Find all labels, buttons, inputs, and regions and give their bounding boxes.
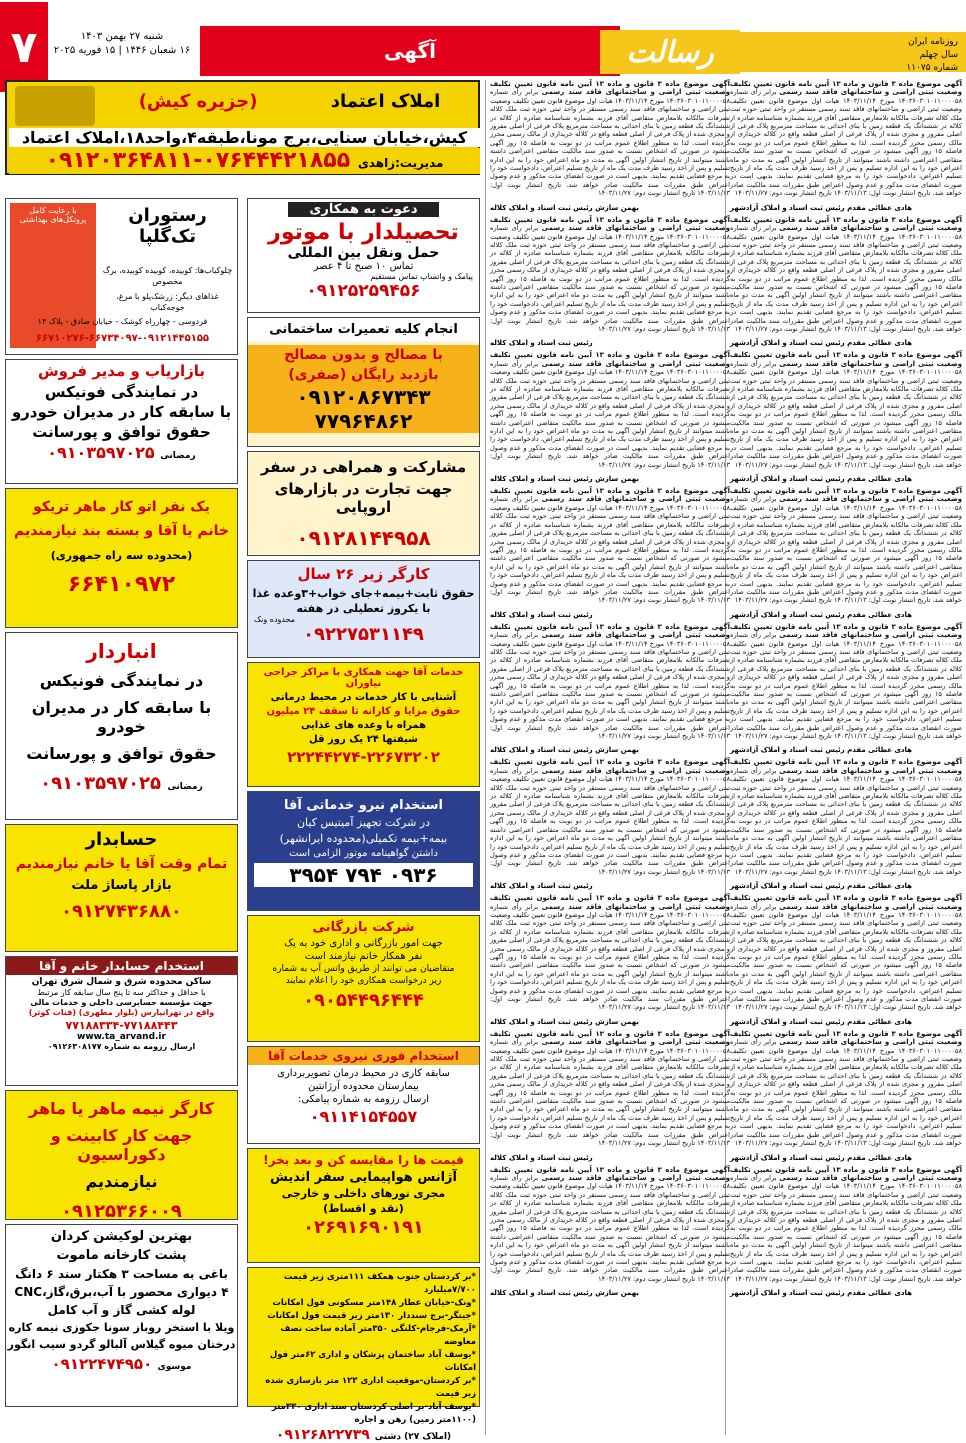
warehouse-line3: حقوق توافق و پورسانت: [26, 744, 217, 763]
notice-heading: آگهی موضوع ماده ۳ قانون و ماده ۱۳ آیین نامه قانون تعیین تکلیف وضعیت ثبتی اراضی و ساختمانهای فاقد سند رسمی: [490, 1165, 730, 1182]
top-ad-address: کیش،خیابان سنایی،برج مونا،طبقه۴،واحد۱۸،املاک اعتماد: [9, 128, 480, 147]
restaurant-line2: غذاهای دیگر: زرشک‌پلو با مرغ، جوجه‌کباب: [116, 292, 219, 312]
paper-name: روزنامه ایران: [908, 37, 958, 47]
garden-line3: ۴ دیواری محصور با آب،برق،گاز،CNC: [14, 1285, 229, 1299]
service-staff-line1: در شرکت تجهیز آمیتیس کیان: [296, 816, 431, 829]
marketer-title: بازاریاب و مدیر فروش: [37, 362, 206, 380]
notice-heading: آگهی موضوع ماده ۳ قانون و ماده ۱۳ آیین نامه قانون تعیین تکلیف وضعیت ثبتی اراضی و ساختمانهای فاقد سند رسمی: [490, 80, 730, 97]
restaurant-ad: [5, 198, 238, 355]
accountant-hire-title: استخدام حسابدار خانم و آقا: [6, 957, 237, 975]
surgery-line3: همراه با وعده های غذایی: [300, 720, 427, 731]
top-ad-phone-row: [9, 148, 480, 174]
tricot-ad: [5, 488, 238, 628]
repair-phone2: ۷۷۹۶۴۸۶۲: [248, 409, 479, 433]
cooperation-role: تحصیلدار با موتور: [268, 220, 459, 245]
urgent-line3: ارسال رزومه به شماره پیامکی:: [297, 1094, 430, 1105]
listing-phone: ۰۹۱۲۶۸۲۲۷۳۹: [275, 1427, 370, 1443]
notice-item: [730, 1030, 962, 1148]
restaurant-badge: با رعایت کامل پروتکل‌های بهداشتی: [10, 203, 96, 348]
restaurant-title: رستوران تک‌گلپا: [128, 205, 207, 247]
warehouse-name: رمضانی: [167, 782, 203, 792]
trading-line3: متقاضیان می توانند از طریق واتس آپ به شماره: [272, 964, 455, 974]
surgery-line2: حقوق مزایا و کارانه تا سقف ۲۴ میلیون: [266, 706, 461, 717]
service-staff-line2: بیمه+بیمه تکمیلی(محدوده ایرانشهر): [279, 832, 448, 845]
tricot-title: یک نفر اتو کار ماهر تریکو: [33, 499, 210, 515]
service-staff-ad: [247, 791, 480, 911]
marketer-ad: [5, 359, 238, 484]
marketer-line3: حقوق توافق و پورسانت: [32, 423, 211, 441]
notice-signer: رئیس ثبت اسناد و املاک کلاله: [490, 1153, 593, 1162]
notice-item: [490, 1166, 730, 1284]
repair-line2: بازدید رایگان (صفری): [248, 365, 479, 385]
notice-item: [490, 1030, 730, 1148]
notice-item: [490, 216, 730, 334]
marketer-name: رمضانی: [160, 451, 196, 461]
listing-item-6: *بر کردستان-موقعیت اداری ۱۲۳ متر بازسازی شده زیر قیمت: [265, 1376, 476, 1399]
listing-agency: (املاک ۲۷) دشتی: [374, 1432, 452, 1442]
trading-line2: نفر همکار خانم نیازمند است: [304, 951, 423, 962]
urgent-hire-ad: [247, 1046, 480, 1144]
marketer-phone: ۰۹۱۰۳۵۹۷۰۲۵: [47, 443, 155, 462]
worker26-line1: حقوق ثابت+بیمه+جای خواب+۳وعده غذا: [252, 587, 475, 600]
issue-label: شماره ۱۱۰۷۵: [906, 63, 958, 73]
notice-dates: تاریخ انتشار نوبت اول: ۱۴۰۳/۱۱/۱۳ تاریخ انتشار نوبت دوم: ۱۴۰۳/۱۱/۲۷: [734, 1139, 931, 1148]
notice-item: [490, 623, 730, 741]
service-staff-phone: ۰۹۳۶ ۷۹۴ ۳۹۵۴: [254, 863, 473, 887]
accountant-hire-ad: [5, 956, 238, 1086]
tricot-line1: خانم یا آقا و بسته بند نیازمندیم: [13, 523, 230, 539]
notice-body: برابر رأی شماره ۱۴۰۳۶۰۳۰۱۰۱۱۰۰۰۰۵۸ مورخ ۱۴۰۳/۱۱/۱۴ هیات اول موضوع قانون تعیین تکلیف وضعیت ثبتی اراضی و ساختمانهای فاقد سند رسمی مستقر در واحد ثبتی حوزه ثبت ملک کلاله تصرفات مالکانه بلامعارض متقاضی آقای فرزند بشماره شناسنامه صادره از کلاله در ششدانگ یک قطعه زمین با بنای احداثی به مساحت مترمربع پلاک فرعی از اصلی مفروز و مجزی شده از پلاک فرعی از اصلی قطعه واقع در کلاله خریداری از مالک رسمی محرز گردیده است. لذا به منظور اطلاع عموم مراتب در دو نوبت به فاصله ۱۵ روز آگهی میشود در صورتی که اشخاص نسبت به صدور سند مالکیت متقاضی اعتراضی داشته باشند میتوانند از تاریخ انتشار اولین آگهی به مدت دو ماه اعتراض خود را به این اداره تسلیم و پس از اخذ رسید ظرف مدت یک ماه از تاریخ تسلیم اعتراض، دادخواست خود را به مرجع قضایی تقدیم نمایند. بدیهی است در صورت انقضای مدت مذکور و عدم وصول اعتراض طبق مقررات سند مالکیت صادر خواهد شد.: [730, 631, 962, 741]
listing-item-4: *آرمک-فرجام-کلنگی ۳۵۰متر آماده ساخت نصف معاوضه: [280, 1324, 476, 1347]
restaurant-line1: چلوکباب‌ها: کوبیده، کوبیده کوبیده، برگ مخصوص: [102, 266, 233, 286]
notice-dates: تاریخ انتشار نوبت اول: ۱۴۰۳/۱۱/۱۳ تاریخ انتشار نوبت دوم: ۱۴۰۳/۱۱/۲۷: [734, 324, 931, 333]
service-staff-line3: داشتن گواهینامه موتور الزامی است: [289, 848, 438, 859]
cooperation-hours: تماس ۱۰ صبح تا ۴ عصر: [313, 261, 414, 272]
notice-signer: بهمن سازش رئیس ثبت اسناد و املاک کلاله: [490, 1017, 639, 1026]
cabinet-line1: جهت کار کابینت و دکوراسیون: [50, 1126, 193, 1164]
garden-line1: پشت کارخانه ماموت: [56, 1248, 187, 1263]
notice-signer: هادی عطائی مقدم رئیس ثبت اسناد و املاک آزادشهر: [730, 746, 912, 755]
notice-body: برابر رأی شماره ۱۴۰۳۶۰۳۰۱۰۱۱۰۰۰۰۵۸ مورخ ۱۴۰۳/۱۱/۱۴ هیات اول موضوع قانون تعیین تکلیف وضعیت ثبتی اراضی و ساختمانهای فاقد سند رسمی مستقر در واحد ثبتی حوزه ثبت ملک کلاله تصرفات مالکانه بلامعارض متقاضی آقای فرزند بشماره شناسنامه صادره از کلاله در ششدانگ یک قطعه زمین با بنای احداثی به مساحت مترمربع پلاک فرعی از اصلی مفروز و مجزی شده از پلاک فرعی از اصلی قطعه واقع در کلاله خریداری از مالک رسمی محرز گردیده است. لذا به منظور اطلاع عموم مراتب در دو نوبت به فاصله ۱۵ روز آگهی میشود در صورتی که اشخاص نسبت به صدور سند مالکیت متقاضی اعتراضی داشته باشند میتوانند از تاریخ انتشار اولین آگهی به مدت دو ماه اعتراض خود را به این اداره تسلیم و پس از اخذ رسید ظرف مدت یک ماه از تاریخ تسلیم اعتراض، دادخواست خود را به مرجع قضایی تقدیم نمایند. بدیهی است در صورت انقضای مدت مذکور و عدم وصول اعتراض طبق مقررات سند مالکیت صادر خواهد شد.: [730, 902, 962, 1012]
notice-dates: تاریخ انتشار نوبت اول: ۱۴۰۳/۱۱/۱۳ تاریخ انتشار نوبت دوم: ۱۴۰۳/۱۱/۲۷: [734, 460, 931, 469]
notice-signer: بهمن سازش رئیس ثبت اسناد و املاک کلاله: [490, 475, 639, 484]
notice-heading: آگهی موضوع ماده ۳ قانون و ماده ۱۳ آیین نامه قانون تعیین تکلیف وضعیت ثبتی اراضی و ساختمانهای فاقد سند رسمی: [730, 351, 962, 368]
realestate-list-ad: [247, 1267, 480, 1443]
cabinet-line2: نیازمندیم: [85, 1172, 158, 1191]
tricot-area: (محدوده سه راه جمهوری): [50, 549, 193, 562]
accountant-line2: بازار پاساژ ملت: [71, 878, 172, 893]
notice-body: برابر رأی شماره ۱۴۰۳۶۰۳۰۱۰۱۱۰۰۰۰۵۸ مورخ ۱۴۰۳/۱۱/۱۴ هیات اول موضوع قانون تعیین تکلیف وضعیت ثبتی اراضی و ساختمانهای فاقد سند رسمی مستقر در واحد ثبتی حوزه ثبت ملک کلاله تصرفات مالکانه بلامعارض متقاضی آقای فرزند بشماره شناسنامه صادره از کلاله در ششدانگ یک قطعه زمین با بنای احداثی به مساحت مترمربع پلاک فرعی از اصلی مفروز و مجزی شده از پلاک فرعی از اصلی قطعه واقع در کلاله خریداری از مالک رسمی محرز گردیده است. لذا به منظور اطلاع عموم مراتب در دو نوبت به فاصله ۱۵ روز آگهی میشود در صورتی که اشخاص نسبت به صدور سند مالکیت متقاضی اعتراضی داشته باشند میتوانند از تاریخ انتشار اولین آگهی به مدت دو ماه اعتراض خود را به این اداره تسلیم و پس از اخذ رسید ظرف مدت یک ماه از تاریخ تسلیم اعتراض، دادخواست خود را به مرجع قضایی تقدیم نمایند. بدیهی است در صورت انقضای مدت مذکور و عدم وصول اعتراض طبق مقررات سند مالکیت صادر خواهد شد.: [490, 1038, 731, 1139]
warehouse-phone-row: [6, 773, 237, 794]
notice-item: [730, 80, 962, 198]
notice-signer: هادی عطائی مقدم رئیس ثبت اسناد و املاک آزادشهر: [730, 1017, 912, 1026]
travel-line2: مجری تورهای داخلی و خارجی: [281, 1187, 446, 1200]
notice-dates: تاریخ انتشار نوبت اول: ۱۴۰۳/۱۱/۱۳ تاریخ انتشار نوبت دوم: ۱۴۰۳/۱۱/۲۷: [734, 867, 931, 876]
notice-item: [490, 487, 730, 605]
notice-body: برابر رأی شماره ۱۴۰۳۶۰۳۰۱۰۱۱۰۰۰۰۵۸ مورخ ۱۴۰۳/۱۱/۱۴ هیات اول موضوع قانون تعیین تکلیف وضعیت ثبتی اراضی و ساختمانهای فاقد سند رسمی مستقر در واحد ثبتی حوزه ثبت ملک کلاله تصرفات مالکانه بلامعارض متقاضی آقای فرزند بشماره شناسنامه صادره از کلاله در ششدانگ یک قطعه زمین با بنای احداثی به مساحت مترمربع پلاک فرعی از اصلی مفروز و مجزی شده از پلاک فرعی از اصلی قطعه واقع در کلاله خریداری از مالک رسمی محرز گردیده است. لذا به منظور اطلاع عموم مراتب در دو نوبت به فاصله ۱۵ روز آگهی میشود در صورتی که اشخاص نسبت به صدور سند مالکیت متقاضی اعتراضی داشته باشند میتوانند از تاریخ انتشار اولین آگهی به مدت دو ماه اعتراض خود را به این اداره تسلیم و پس از اخذ رسید ظرف مدت یک ماه از تاریخ تسلیم اعتراض، دادخواست خود را به مرجع قضایی تقدیم نمایند. بدیهی است در صورت انقضای مدت مذکور و عدم وصول اعتراض طبق مقررات سند مالکیت صادر خواهد شد.: [490, 495, 731, 596]
worker26-ad: [247, 560, 480, 658]
notice-heading: آگهی موضوع ماده ۳ قانون و ماده ۱۳ آیین نامه قانون تعیین تکلیف وضعیت ثبتی اراضی و ساختمانهای فاقد سند رسمی: [490, 215, 730, 233]
listing-item-5: *یوسف آباد ساختمان پزشکان و اداری ۶۲متر فول امکانات: [269, 1350, 476, 1373]
top-ad-manager: مدیریت:زاهدی: [357, 156, 444, 170]
garden-phone-row: [6, 1355, 237, 1373]
notice-dates: تاریخ انتشار نوبت اول: ۱۴۰۳/۱۱/۱۳ تاریخ انتشار نوبت دوم: ۱۴۰۳/۱۱/۲۷: [490, 1266, 730, 1283]
listing-item-1: *بر کردستان جنوب همکف ۱۱۱متری زیر قیمت ۷/۷۰۰میلیارد: [283, 1272, 476, 1295]
listing-phone-row: [251, 1427, 476, 1443]
top-ad-title-right: املاک اعتماد: [330, 90, 441, 112]
notice-dates: تاریخ انتشار نوبت اول: ۱۴۰۳/۱۱/۱۳ تاریخ انتشار نوبت دوم: ۱۴۰۳/۱۱/۲۷: [734, 189, 931, 198]
accountant-hire-resume: ارسال رزومه به شماره ۰۹۱۲۶۳۰۸۱۷۷: [47, 1042, 196, 1051]
cabinet-phone: ۰۹۱۲۵۳۶۶۰۰۹: [61, 1201, 182, 1222]
notice-body: برابر رأی شماره ۱۴۰۳۶۰۳۰۱۰۱۱۰۰۰۰۵۸ مورخ ۱۴۰۳/۱۱/۱۴ هیات اول موضوع قانون تعیین تکلیف وضعیت ثبتی اراضی و ساختمانهای فاقد سند رسمی مستقر در واحد ثبتی حوزه ثبت ملک کلاله تصرفات مالکانه بلامعارض متقاضی آقای فرزند بشماره شناسنامه صادره از کلاله در ششدانگ یک قطعه زمین با بنای احداثی به مساحت مترمربع پلاک فرعی از اصلی مفروز و مجزی شده از پلاک فرعی از اصلی قطعه واقع در کلاله خریداری از مالک رسمی محرز گردیده است. لذا به منظور اطلاع عموم مراتب در دو نوبت به فاصله ۱۵ روز آگهی میشود در صورتی که اشخاص نسبت به صدور سند مالکیت متقاضی اعتراضی داشته باشند میتوانند از تاریخ انتشار اولین آگهی به مدت دو ماه اعتراض خود را به این اداره تسلیم و پس از اخذ رسید ظرف مدت یک ماه از تاریخ تسلیم اعتراض، دادخواست خود را به مرجع قضایی تقدیم نمایند. بدیهی است در صورت انقضای مدت مذکور و عدم وصول اعتراض طبق مقررات سند مالکیت صادر خواهد شد.: [490, 766, 731, 868]
cooperation-ad: [247, 198, 480, 313]
repair-title: انجام کلیه تعمیرات ساختمانی: [248, 318, 479, 341]
notice-item: [730, 894, 962, 1012]
garden-name: موسوی: [157, 1362, 192, 1372]
notice-heading: آگهی موضوع ماده ۳ قانون و ماده ۱۳ آیین نامه قانون تعیین تکلیف وضعیت ثبتی اراضی و ساختمانهای فاقد سند رسمی: [490, 1029, 730, 1047]
surgery-phone: ۲۲۲۴۴۲۷۴-۲۲۶۷۳۲۰۲: [287, 748, 440, 766]
marketer-line1: در نمایندگی فونیکس: [44, 383, 199, 401]
worker26-phone: ۰۹۲۲۷۵۳۱۱۴۹: [303, 624, 424, 645]
notice-dates: تاریخ انتشار نوبت اول: ۱۴۰۳/۱۱/۱۳ تاریخ انتشار نوبت دوم: ۱۴۰۳/۱۱/۲۷: [490, 587, 730, 605]
notice-dates: تاریخ انتشار نوبت اول: ۱۴۰۳/۱۱/۱۳ تاریخ انتشار نوبت دوم: ۱۴۰۳/۱۱/۲۷: [490, 995, 730, 1012]
tricot-phone: ۶۶۴۱۰۹۷۲: [67, 572, 176, 597]
trading-title: شرکت بازرگانی: [312, 920, 415, 935]
travel-line1: آژانس هواپیمایی سفر اندیش: [269, 1170, 457, 1185]
notice-item: [490, 351, 730, 469]
notice-heading: آگهی موضوع ماده ۳ قانون و ماده ۱۳ آیین نامه قانون تعیین تکلیف وضعیت ثبتی اراضی و ساختمانهای فاقد سند رسمی: [490, 894, 730, 911]
notice-body: برابر رأی شماره ۱۴۰۳۶۰۳۰۱۰۱۱۰۰۰۰۵۸ مورخ ۱۴۰۳/۱۱/۱۴ هیات اول موضوع قانون تعیین تکلیف وضعیت ثبتی اراضی و ساختمانهای فاقد سند رسمی مستقر در واحد ثبتی حوزه ثبت ملک کلاله تصرفات مالکانه بلامعارض متقاضی آقای فرزند بشماره شناسنامه صادره از کلاله در ششدانگ یک قطعه زمین با بنای احداثی به مساحت مترمربع پلاک فرعی از اصلی مفروز و مجزی شده از پلاک فرعی از اصلی قطعه واقع در کلاله خریداری از مالک رسمی محرز گردیده است. لذا به منظور اطلاع عموم مراتب در دو نوبت به فاصله ۱۵ روز آگهی میشود در صورتی که اشخاص نسبت به صدور سند مالکیت متقاضی اعتراضی داشته باشند میتوانند از تاریخ انتشار اولین آگهی به مدت دو ماه اعتراض خود را به این اداره تسلیم و پس از اخذ رسید ظرف مدت یک ماه از تاریخ تسلیم اعتراض، دادخواست خود را به مرجع قضایی تقدیم نمایند. بدیهی است در صورت انقضای مدت مذکور و عدم وصول اعتراض طبق مقررات سند مالکیت صادر خواهد شد.: [490, 359, 731, 461]
year-label: سال چهلم: [919, 50, 958, 60]
accountant-hire-line4: واقع در تهرانپارس (بلوار مطهری) (قنات کوثر): [28, 1008, 215, 1017]
notice-column-middle: [490, 80, 730, 1435]
notice-heading: آگهی موضوع ماده ۳ قانون و ماده ۱۳ آیین نامه قانون تعیین تکلیف وضعیت ثبتی اراضی و ساختمانهای فاقد سند رسمی: [730, 758, 962, 775]
notice-dates: تاریخ انتشار نوبت اول: ۱۴۰۳/۱۱/۱۳ تاریخ انتشار نوبت دوم: ۱۴۰۳/۱۱/۲۷: [490, 859, 730, 876]
cabinet-title: کارگر نیمه ماهر یا ماهر: [29, 1099, 214, 1118]
notice-item: [730, 487, 962, 605]
notice-dates: تاریخ انتشار نوبت اول: ۱۴۰۳/۱۱/۱۳ تاریخ انتشار نوبت دوم: ۱۴۰۳/۱۱/۲۷: [490, 452, 730, 469]
restaurant-phone: ۶۶۷۱۰۲۷۶-۶۶۷۳۴۰۹۷-۰۹۱۲۱۴۴۵۱۵۵: [35, 333, 210, 344]
issue-meta: [740, 32, 966, 72]
trading-line1: جهت امور بازرگانی و اداری خود به یک: [284, 938, 443, 949]
notice-item: [730, 351, 962, 469]
accountant-hire-line3: جهت مؤسسه حسابرسی داخلی و خدمات مالی: [30, 998, 213, 1007]
service-staff-title: استخدام نیرو خدماتی آقا: [283, 798, 444, 813]
surgery-line4: شیفتها ۲۴ یک روز قل: [309, 734, 418, 745]
worker26-line2: با یکروز تعطیلی در هفته: [296, 602, 431, 615]
notice-item: [490, 758, 730, 876]
notice-body: برابر رأی شماره ۱۴۰۳۶۰۳۰۱۰۱۱۰۰۰۰۵۸ مورخ ۱۴۰۳/۱۱/۱۴ هیات اول موضوع قانون تعیین تکلیف وضعیت ثبتی اراضی و ساختمانهای فاقد سند رسمی مستقر در واحد ثبتی حوزه ثبت ملک کلاله تصرفات مالکانه بلامعارض متقاضی آقای فرزند بشماره شناسنامه صادره از کلاله در ششدانگ یک قطعه زمین با بنای احداثی به مساحت مترمربع پلاک فرعی از اصلی مفروز و مجزی شده از پلاک فرعی از اصلی قطعه واقع در کلاله خریداری از مالک رسمی محرز گردیده است. لذا به منظور اطلاع عموم مراتب در دو نوبت به فاصله ۱۵ روز آگهی میشود در صورتی که اشخاص نسبت به صدور سند مالکیت متقاضی اعتراضی داشته باشند میتوانند از تاریخ انتشار اولین آگهی به مدت دو ماه اعتراض خود را به این اداره تسلیم و پس از اخذ رسید ظرف مدت یک ماه از تاریخ تسلیم اعتراض، دادخواست خود را به مرجع قضایی تقدیم نمایند. بدیهی است در صورت انقضای مدت مذکور و عدم وصول اعتراض طبق مقررات سند مالکیت صادر خواهد شد.: [730, 1173, 962, 1283]
section-title: آگهی: [384, 39, 436, 63]
notice-dates: تاریخ انتشار نوبت اول: ۱۴۰۳/۱۱/۱۳ تاریخ انتشار نوبت دوم: ۱۴۰۳/۱۱/۲۷: [734, 1003, 931, 1012]
notice-body: برابر رأی شماره ۱۴۰۳۶۰۳۰۱۰۱۱۰۰۰۰۵۸ مورخ ۱۴۰۳/۱۱/۱۴ هیات اول موضوع قانون تعیین تکلیف وضعیت ثبتی اراضی و ساختمانهای فاقد سند رسمی مستقر در واحد ثبتی حوزه ثبت ملک کلاله تصرفات مالکانه بلامعارض متقاضی آقای فرزند بشماره شناسنامه صادره از کلاله در ششدانگ یک قطعه زمین با بنای احداثی به مساحت مترمربع پلاک فرعی از اصلی مفروز و مجزی شده از پلاک فرعی از اصلی قطعه واقع در کلاله خریداری از مالک رسمی محرز گردیده است. لذا به منظور اطلاع عموم مراتب در دو نوبت به فاصله ۱۵ روز آگهی میشود در صورتی که اشخاص نسبت به صدور سند مالکیت متقاضی اعتراضی داشته باشند میتوانند از تاریخ انتشار اولین آگهی به مدت دو ماه اعتراض خود را به این اداره تسلیم و پس از اخذ رسید ظرف مدت یک ماه از تاریخ تسلیم اعتراض، دادخواست خود را به مرجع قضایی تقدیم نمایند. بدیهی است در صورت انقضای مدت مذکور و عدم وصول اعتراض طبق مقررات سند مالکیت صادر خواهد شد.: [490, 902, 731, 1003]
notice-heading: آگهی موضوع ماده ۳ قانون و ماده ۱۳ آیین نامه قانون تعیین تکلیف وضعیت ثبتی اراضی و ساختمانهای فاقد سند رسمی: [730, 1165, 962, 1182]
notice-heading: آگهی موضوع ماده ۳ قانون و ماده ۱۳ آیین نامه قانون تعیین تکلیف وضعیت ثبتی اراضی و ساختمانهای فاقد سند رسمی: [730, 894, 962, 911]
notice-heading: آگهی موضوع ماده ۳ قانون و ماده ۱۳ آیین نامه قانون تعیین تکلیف وضعیت ثبتی اراضی و ساختمانهای فاقد سند رسمی: [730, 487, 962, 504]
notice-dates: تاریخ انتشار نوبت اول: ۱۴۰۳/۱۱/۱۳ تاریخ انتشار نوبت دوم: ۱۴۰۳/۱۱/۲۷: [734, 732, 931, 741]
warehouse-line1: در نمایندگی فونیکس: [39, 671, 204, 690]
trading-phone: ۰۹۰۵۴۴۹۶۴۴۴: [303, 990, 424, 1011]
notice-signer: رئیس ثبت اسناد و املاک کلاله: [490, 610, 593, 619]
notice-dates: تاریخ انتشار نوبت اول: ۱۴۰۳/۱۱/۱۳ تاریخ انتشار نوبت دوم: ۱۴۰۳/۱۱/۲۷: [490, 1130, 730, 1148]
garden-title: بهترین لوکیشن کردان: [50, 1229, 193, 1244]
building-logo-icon: [15, 86, 95, 126]
partnership-ad: [247, 451, 480, 556]
accountant-phone: ۰۹۱۲۷۴۳۶۸۸۰: [61, 901, 182, 922]
notice-dates: تاریخ انتشار نوبت اول: ۱۴۰۳/۱۱/۱۳ تاریخ انتشار نوبت دوم: ۱۴۰۳/۱۱/۲۷: [490, 723, 730, 741]
urgent-line2: بیمارستان محدوده آرژانتین: [308, 1081, 419, 1092]
travel-phone: ۰۲۶۹۱۶۹۰۱۹۱: [303, 1217, 424, 1238]
repair-line1: با مصالح و بدون مصالح: [248, 345, 479, 365]
surgery-title: خدمات آقا جهت همکاری با مراکز جراحی نیاوران: [263, 667, 464, 689]
notice-dates: تاریخ انتشار نوبت اول: ۱۴۰۳/۱۱/۱۳ تاریخ انتشار نوبت دوم: ۱۴۰۳/۱۱/۲۷: [734, 596, 931, 605]
top-ad-phone: ۰۷۶۴۴۴۲۱۸۵۵-۰۹۱۲۰۳۶۴۸۱۱: [45, 148, 351, 173]
notice-signer: هادی عطائی مقدم رئیس ثبت اسناد و املاک آزادشهر: [730, 475, 912, 484]
warehouse-line2: با سابقه کار در مدیران خودرو: [31, 698, 212, 736]
notice-heading: آگهی موضوع ماده ۳ قانون و ماده ۱۳ آیین نامه قانون تعیین تکلیف وضعیت ثبتی اراضی و ساختمانهای فاقد سند رسمی: [730, 1029, 962, 1047]
garden-line4: لوله کشی گاز و آب کامل: [47, 1303, 196, 1317]
notice-body: برابر رأی شماره ۱۴۰۳۶۰۳۰۱۰۱۱۰۰۰۰۵۸ مورخ ۱۴۰۳/۱۱/۱۴ هیات اول موضوع قانون تعیین تکلیف وضعیت ثبتی اراضی و ساختمانهای فاقد سند رسمی مستقر در واحد ثبتی حوزه ثبت ملک کلاله تصرفات مالکانه بلامعارض متقاضی آقای فرزند بشماره شناسنامه صادره از کلاله در ششدانگ یک قطعه زمین با بنای احداثی به مساحت مترمربع پلاک فرعی از اصلی مفروز و مجزی شده از پلاک فرعی از اصلی قطعه واقع در کلاله خریداری از مالک رسمی محرز گردیده است. لذا به منظور اطلاع عموم مراتب در دو نوبت به فاصله ۱۵ روز آگهی میشود در صورتی که اشخاص نسبت به صدور سند مالکیت متقاضی اعتراضی داشته باشند میتوانند از تاریخ انتشار اولین آگهی به مدت دو ماه اعتراض خود را به این اداره تسلیم و پس از اخذ رسید ظرف مدت یک ماه از تاریخ تسلیم اعتراض، دادخواست خود را به مرجع قضایی تقدیم نمایند. بدیهی است در صورت انقضای مدت مذکور و عدم وصول اعتراض طبق مقررات سند مالکیت صادر خواهد شد.: [730, 88, 962, 198]
accountant-hire-web[interactable]: www.ta_arvand.ir: [77, 1032, 166, 1042]
notice-signer: هادی عطائی مقدم رئیس ثبت اسناد و املاک آزادشهر: [730, 882, 912, 891]
notice-item: [730, 216, 962, 334]
cooperation-title: دعوت به همکاری: [288, 202, 439, 217]
notice-item: [730, 1166, 962, 1284]
notice-body: برابر رأی شماره ۱۴۰۳۶۰۳۰۱۰۱۱۰۰۰۰۵۸ مورخ ۱۴۰۳/۱۱/۱۴ هیات اول موضوع قانون تعیین تکلیف وضعیت ثبتی اراضی و ساختمانهای فاقد سند رسمی مستقر در واحد ثبتی حوزه ثبت ملک کلاله تصرفات مالکانه بلامعارض متقاضی آقای فرزند بشماره شناسنامه صادره از کلاله در ششدانگ یک قطعه زمین با بنای احداثی به مساحت مترمربع پلاک فرعی از اصلی مفروز و مجزی شده از پلاک فرعی از اصلی قطعه واقع در کلاله خریداری از مالک رسمی محرز گردیده است. لذا به منظور اطلاع عموم مراتب در دو نوبت به فاصله ۱۵ روز آگهی میشود در صورتی که اشخاص نسبت به صدور سند مالکیت متقاضی اعتراضی داشته باشند میتوانند از تاریخ انتشار اولین آگهی به مدت دو ماه اعتراض خود را به این اداره تسلیم و پس از اخذ رسید ظرف مدت یک ماه از تاریخ تسلیم اعتراض، دادخواست خود را به مرجع قضایی تقدیم نمایند. بدیهی است در صورت انقضای مدت مذکور و عدم وصول اعتراض طبق مقررات سند مالکیت صادر خواهد شد.: [730, 1038, 962, 1148]
urgent-phone: ۰۹۱۱۴۱۵۴۵۵۷: [309, 1107, 418, 1126]
notice-item: [730, 758, 962, 876]
cooperation-company: حمل ونقل بین المللی: [287, 245, 440, 261]
notice-body: برابر رأی شماره ۱۴۰۳۶۰۳۰۱۰۱۱۰۰۰۰۵۸ مورخ ۱۴۰۳/۱۱/۱۴ هیات اول موضوع قانون تعیین تکلیف وضعیت ثبتی اراضی و ساختمانهای فاقد سند رسمی مستقر در واحد ثبتی حوزه ثبت ملک کلاله تصرفات مالکانه بلامعارض متقاضی آقای فرزند بشماره شناسنامه صادره از کلاله در ششدانگ یک قطعه زمین با بنای احداثی به مساحت مترمربع پلاک فرعی از اصلی مفروز و مجزی شده از پلاک فرعی از اصلی قطعه واقع در کلاله خریداری از مالک رسمی محرز گردیده است. لذا به منظور اطلاع عموم مراتب در دو نوبت به فاصله ۱۵ روز آگهی میشود در صورتی که اشخاص نسبت به صدور سند مالکیت متقاضی اعتراضی داشته باشند میتوانند از تاریخ انتشار اولین آگهی به مدت دو ماه اعتراض خود را به این اداره تسلیم و پس از اخذ رسید ظرف مدت یک ماه از تاریخ تسلیم اعتراض، دادخواست خود را به مرجع قضایی تقدیم نمایند. بدیهی است در صورت انقضای مدت مذکور و عدم وصول اعتراض طبق مقررات سند مالکیت صادر خواهد شد.: [730, 766, 962, 876]
garden-line2: باغی به مساحت ۳ هکتار سند ۶ دانگ: [15, 1267, 228, 1281]
travel-line3: (نقد و اقساط): [323, 1202, 404, 1215]
date-line-1: شنبه ۲۷ بهمن ۱۴۰۳: [80, 31, 164, 42]
notice-body: برابر رأی شماره ۱۴۰۳۶۰۳۰۱۰۱۱۰۰۰۰۵۸ مورخ ۱۴۰۳/۱۱/۱۴ هیات اول موضوع قانون تعیین تکلیف وضعیت ثبتی اراضی و ساختمانهای فاقد سند رسمی مستقر در واحد ثبتی حوزه ثبت ملک کلاله تصرفات مالکانه بلامعارض متقاضی آقای فرزند بشماره شناسنامه صادره از کلاله در ششدانگ یک قطعه زمین با بنای احداثی به مساحت مترمربع پلاک فرعی از اصلی مفروز و مجزی شده از پلاک فرعی از اصلی قطعه واقع در کلاله خریداری از مالک رسمی محرز گردیده است. لذا به منظور اطلاع عموم مراتب در دو نوبت به فاصله ۱۵ روز آگهی میشود در صورتی که اشخاص نسبت به صدور سند مالکیت متقاضی اعتراضی داشته باشند میتوانند از تاریخ انتشار اولین آگهی به مدت دو ماه اعتراض خود را به این اداره تسلیم و پس از اخذ رسید ظرف مدت یک ماه از تاریخ تسلیم اعتراض، دادخواست خود را به مرجع قضایی تقدیم نمایند. بدیهی است در صورت انقضای مدت مذکور و عدم وصول اعتراض طبق مقررات سند مالکیت صادر خواهد شد.: [490, 224, 731, 325]
cooperation-phone: ۰۹۱۲۵۲۵۹۴۵۶: [306, 281, 421, 301]
notice-signer: رئیس ثبت اسناد و املاک کلاله: [490, 882, 593, 891]
warehouse-ad: [5, 632, 238, 820]
listing-item-7: *یوسف آباد-بر اصلی کردستان سند اداری ۳۳۰متر (۱۱۰۰متر زمین) رهن و اجاره: [271, 1402, 476, 1425]
accountant-line1: تمام وقت آقا یا خانم نیازمندیم: [15, 856, 228, 872]
notice-heading: آگهی موضوع ماده ۳ قانون و ماده ۱۳ آیین نامه قانون تعیین تکلیف وضعیت ثبتی اراضی و ساختمانهای فاقد سند رسمی: [730, 215, 962, 233]
notice-heading: آگهی موضوع ماده ۳ قانون و ماده ۱۳ آیین نامه قانون تعیین تکلیف وضعیت ثبتی اراضی و ساختمانهای فاقد سند رسمی: [730, 622, 962, 640]
notice-body: برابر رأی شماره ۱۴۰۳۶۰۳۰۱۰۱۱۰۰۰۰۵۸ مورخ ۱۴۰۳/۱۱/۱۴ هیات اول موضوع قانون تعیین تکلیف وضعیت ثبتی اراضی و ساختمانهای فاقد سند رسمی مستقر در واحد ثبتی حوزه ثبت ملک کلاله تصرفات مالکانه بلامعارض متقاضی آقای فرزند بشماره شناسنامه صادره از کلاله در ششدانگ یک قطعه زمین با بنای احداثی به مساحت مترمربع پلاک فرعی از اصلی مفروز و مجزی شده از پلاک فرعی از اصلی قطعه واقع در کلاله خریداری از مالک رسمی محرز گردیده است. لذا به منظور اطلاع عموم مراتب در دو نوبت به فاصله ۱۵ روز آگهی میشود در صورتی که اشخاص نسبت به صدور سند مالکیت متقاضی اعتراضی داشته باشند میتوانند از تاریخ انتشار اولین آگهی به مدت دو ماه اعتراض خود را به این اداره تسلیم و پس از اخذ رسید ظرف مدت یک ماه از تاریخ تسلیم اعتراض، دادخواست خود را به مرجع قضایی تقدیم نمایند. بدیهی است در صورت انقضای مدت مذکور و عدم وصول اعتراض طبق مقررات سند مالکیت صادر خواهد شد.: [730, 359, 962, 469]
cabinet-ad: [5, 1090, 238, 1220]
accountant-title: حسابدار: [85, 829, 158, 850]
marketer-phone-row: [6, 443, 237, 462]
partnership-line2: جهت تجارت در بازارهای اروپایی: [274, 480, 453, 516]
notice-signer: بهمن سازش رئیس ثبت اسناد و املاک کلاله: [490, 203, 639, 212]
travel-ad: [247, 1148, 480, 1263]
travel-title: قیمت ها را مقایسه کن و بعد بخر!: [263, 1153, 464, 1167]
notice-body: برابر رأی شماره ۱۴۰۳۶۰۳۰۱۰۱۱۰۰۰۰۵۸ مورخ ۱۴۰۳/۱۱/۱۴ هیات اول موضوع قانون تعیین تکلیف وضعیت ثبتی اراضی و ساختمانهای فاقد سند رسمی مستقر در واحد ثبتی حوزه ثبت ملک کلاله تصرفات مالکانه بلامعارض متقاضی آقای فرزند بشماره شناسنامه صادره از کلاله در ششدانگ یک قطعه زمین با بنای احداثی به مساحت مترمربع پلاک فرعی از اصلی مفروز و مجزی شده از پلاک فرعی از اصلی قطعه واقع در کلاله خریداری از مالک رسمی محرز گردیده است. لذا به منظور اطلاع عموم مراتب در دو نوبت به فاصله ۱۵ روز آگهی میشود در صورتی که اشخاص نسبت به صدور سند مالکیت متقاضی اعتراضی داشته باشند میتوانند از تاریخ انتشار اولین آگهی به مدت دو ماه اعتراض خود را به این اداره تسلیم و پس از اخذ رسید ظرف مدت یک ماه از تاریخ تسلیم اعتراض، دادخواست خود را به مرجع قضایی تقدیم نمایند. بدیهی است در صورت انقضای مدت مذکور و عدم وصول اعتراض طبق مقررات سند مالکیت صادر خواهد شد.: [490, 631, 731, 732]
trading-company-ad: [247, 915, 480, 1042]
listing-item-3: *جیتگر-برج سنددار ۱۳۰متر زیر قیمت فول امکانات: [267, 1311, 476, 1321]
top-ad-title-bar: [102, 86, 477, 116]
date-block: [52, 30, 192, 58]
notice-signer: بهمن سازش رئیس ثبت اسناد و املاک کلاله: [490, 746, 639, 755]
notice-signer: هادی عطائی مقدم رئیس ثبت اسناد و املاک آزادشهر: [730, 610, 912, 619]
notice-signer: هادی عطائی مقدم رئیس ثبت اسناد و املاک آزادشهر: [730, 1153, 912, 1162]
warehouse-title: انباردار: [86, 639, 157, 663]
notice-signer: هادی عطائی مقدم رئیس ثبت اسناد و املاک آزادشهر: [730, 339, 912, 348]
date-line-2: ۱۶ شعبان ۱۴۴۶ | ۱۵ فوریه ۲۰۲۵: [53, 45, 191, 56]
notice-dates: تاریخ انتشار نوبت اول: ۱۴۰۳/۱۱/۱۳ تاریخ انتشار نوبت دوم: ۱۴۰۳/۱۱/۲۷: [490, 180, 730, 198]
notice-heading: آگهی موضوع ماده ۳ قانون و ماده ۱۳ آیین نامه قانون تعیین تکلیف وضعیت ثبتی اراضی و ساختمانهای فاقد سند رسمی: [490, 487, 730, 504]
marketer-line2: با سابقه کار در مدیران خودرو: [11, 403, 232, 421]
garden-line5: ویلا با استخر روباز سونا جکوزی نیمه کاره: [8, 1321, 235, 1334]
page-number: ۷: [10, 21, 38, 73]
accountant-hire-line1: ساکن محدوده شرق و شمال شرق تهران: [31, 977, 212, 987]
urgent-line1: سابقه کاری در محیط درمان تصویربرداری: [277, 1068, 450, 1079]
accountant-ad: [5, 824, 238, 952]
surgery-line1: آشنایی با کار خدمات در محیط درمانی: [270, 692, 457, 703]
notice-signer: هادی عطائی مقدم رئیس ثبت اسناد و املاک آزادشهر: [730, 1289, 912, 1298]
notice-item: [490, 80, 730, 198]
notice-signer: بهمن سازش رئیس ثبت اسناد و املاک کلاله: [490, 1289, 639, 1298]
notice-signer: هادی عطائی مقدم رئیس ثبت اسناد و املاک آزادشهر: [730, 203, 912, 212]
page-number-box: [0, 2, 48, 92]
accountant-hire-phone: ۷۷۱۸۸۳۳۴-۷۷۱۸۸۴۴۳: [65, 1019, 178, 1032]
section-title-box: [200, 26, 620, 76]
notice-heading: آگهی موضوع ماده ۳ قانون و ماده ۱۳ آیین نامه قانون تعیین تکلیف وضعیت ثبتی اراضی و ساختمانهای فاقد سند رسمی: [730, 80, 962, 97]
notice-body: برابر رأی شماره ۱۴۰۳۶۰۳۰۱۰۱۱۰۰۰۰۵۸ مورخ ۱۴۰۳/۱۱/۱۴ هیات اول موضوع قانون تعیین تکلیف وضعیت ثبتی اراضی و ساختمانهای فاقد سند رسمی مستقر در واحد ثبتی حوزه ثبت ملک کلاله تصرفات مالکانه بلامعارض متقاضی آقای فرزند بشماره شناسنامه صادره از کلاله در ششدانگ یک قطعه زمین با بنای احداثی به مساحت مترمربع پلاک فرعی از اصلی مفروز و مجزی شده از پلاک فرعی از اصلی قطعه واقع در کلاله خریداری از مالک رسمی محرز گردیده است. لذا به منظور اطلاع عموم مراتب در دو نوبت به فاصله ۱۵ روز آگهی میشود در صورتی که اشخاص نسبت به صدور سند مالکیت متقاضی اعتراضی داشته باشند میتوانند از تاریخ انتشار اولین آگهی به مدت دو ماه اعتراض خود را به این اداره تسلیم و پس از اخذ رسید ظرف مدت یک ماه از تاریخ تسلیم اعتراض، دادخواست خود را به مرجع قضایی تقدیم نمایند. بدیهی است در صورت انقضای مدت مذکور و عدم وصول اعتراض طبق مقررات سند مالکیت صادر خواهد شد.: [730, 224, 962, 333]
notice-dates: تاریخ انتشار نوبت اول: ۱۴۰۳/۱۱/۱۳ تاریخ انتشار نوبت دوم: ۱۴۰۳/۱۱/۲۷: [734, 1274, 931, 1283]
garden-phone: ۰۹۱۲۲۴۷۴۹۵۰: [51, 1355, 153, 1373]
partnership-line1: مشارکت و همراهی در سفر: [260, 458, 467, 476]
notice-column-right: [730, 80, 962, 1435]
logo-text: رسالت: [626, 34, 714, 70]
notice-heading: آگهی موضوع ماده ۳ قانون و ماده ۱۳ آیین نامه قانون تعیین تکلیف وضعیت ثبتی اراضی و ساختمانهای فاقد سند رسمی: [490, 351, 730, 368]
top-ad-title-left: (جزیره کیش): [138, 90, 258, 112]
listing-item-2: *ونک-خیابان عطار ۱۴۸متر مسکونی فول امکانات: [272, 1298, 476, 1308]
notice-heading: آگهی موضوع ماده ۳ قانون و ماده ۱۳ آیین نامه قانون تعیین تکلیف وضعیت ثبتی اراضی و ساختمانهای فاقد سند رسمی: [490, 758, 730, 775]
notice-heading: آگهی موضوع ماده ۳ قانون و ماده ۱۳ آیین نامه قانون تعیین تکلیف وضعیت ثبتی اراضی و ساختمانهای فاقد سند رسمی: [490, 622, 730, 640]
repair-phone1: ۰۹۱۲۰۸۶۷۳۴۳: [248, 385, 479, 409]
notice-item: [730, 623, 962, 741]
notice-body: برابر رأی شماره ۱۴۰۳۶۰۳۰۱۰۱۱۰۰۰۰۵۸ مورخ ۱۴۰۳/۱۱/۱۴ هیات اول موضوع قانون تعیین تکلیف وضعیت ثبتی اراضی و ساختمانهای فاقد سند رسمی مستقر در واحد ثبتی حوزه ثبت ملک کلاله تصرفات مالکانه بلامعارض متقاضی آقای فرزند بشماره شناسنامه صادره از کلاله در ششدانگ یک قطعه زمین با بنای احداثی به مساحت مترمربع پلاک فرعی از اصلی مفروز و مجزی شده از پلاک فرعی از اصلی قطعه واقع در کلاله خریداری از مالک رسمی محرز گردیده است. لذا به منظور اطلاع عموم مراتب در دو نوبت به فاصله ۱۵ روز آگهی میشود در صورتی که اشخاص نسبت به صدور سند مالکیت متقاضی اعتراضی داشته باشند میتوانند از تاریخ انتشار اولین آگهی به مدت دو ماه اعتراض خود را به این اداره تسلیم و پس از اخذ رسید ظرف مدت یک ماه از تاریخ تسلیم اعتراض، دادخواست خود را به مرجع قضایی تقدیم نمایند. بدیهی است در صورت انقضای مدت مذکور و عدم وصول اعتراض طبق مقررات سند مالکیت صادر خواهد شد.: [490, 1173, 731, 1275]
trading-line4: زیر درخواست همکاری خود را اعلام نمایند: [285, 976, 442, 986]
notice-body: برابر رأی شماره ۱۴۰۳۶۰۳۰۱۰۱۱۰۰۰۰۵۸ مورخ ۱۴۰۳/۱۱/۱۴ هیات اول موضوع قانون تعیین تکلیف وضعیت ثبتی اراضی و ساختمانهای فاقد سند رسمی مستقر در واحد ثبتی حوزه ثبت ملک کلاله تصرفات مالکانه بلامعارض متقاضی آقای فرزند بشماره شناسنامه صادره از کلاله در ششدانگ یک قطعه زمین با بنای احداثی به مساحت مترمربع پلاک فرعی از اصلی مفروز و مجزی شده از پلاک فرعی از اصلی قطعه واقع در کلاله خریداری از مالک رسمی محرز گردیده است. لذا به منظور اطلاع عموم مراتب در دو نوبت به فاصله ۱۵ روز آگهی میشود در صورتی که اشخاص نسبت به صدور سند مالکیت متقاضی اعتراضی داشته باشند میتوانند از تاریخ انتشار اولین آگهی به مدت دو ماه اعتراض خود را به این اداره تسلیم و پس از اخذ رسید ظرف مدت یک ماه از تاریخ تسلیم اعتراض، دادخواست خود را به مرجع قضایی تقدیم نمایند. بدیهی است در صورت انقضای مدت مذکور و عدم وصول اعتراض طبق مقررات سند مالکیت صادر خواهد شد.: [490, 88, 731, 189]
surgery-ad: [247, 662, 480, 787]
partnership-phone: ۰۹۱۲۸۱۴۴۹۵۸: [296, 526, 431, 550]
notice-dates: تاریخ انتشار نوبت اول: ۱۴۰۳/۱۱/۱۳ تاریخ انتشار نوبت دوم: ۱۴۰۳/۱۱/۲۷: [490, 316, 730, 333]
newspaper-logo: [600, 30, 740, 74]
garden-line6: درختان میوه گیلاس آلبالو گردو سیب انگور: [7, 1338, 236, 1351]
cooperation-note: پیامک و واتساپ تماس مستقیم: [370, 272, 473, 281]
accountant-hire-line2: با حداقل و حداکثر سه تا پنج سال سابقه کار مرتبط: [37, 988, 206, 997]
column-rule: [485, 80, 486, 1435]
top-realestate-ad: [5, 80, 480, 175]
restaurant-line3: فردوسی - چهارراه کوشک - خیابان صادق - پلاک ۱۴: [37, 317, 208, 326]
worker26-title: کارگر زیر ۲۶ سال: [297, 565, 430, 583]
worker26-area: محدوده ونک: [254, 615, 296, 624]
notice-signer: رئیس ثبت اسناد و املاک کلاله: [490, 339, 593, 348]
repair-ad: [247, 317, 480, 447]
notice-body: برابر رأی شماره ۱۴۰۳۶۰۳۰۱۰۱۱۰۰۰۰۵۸ مورخ ۱۴۰۳/۱۱/۱۴ هیات اول موضوع قانون تعیین تکلیف وضعیت ثبتی اراضی و ساختمانهای فاقد سند رسمی مستقر در واحد ثبتی حوزه ثبت ملک کلاله تصرفات مالکانه بلامعارض متقاضی آقای فرزند بشماره شناسنامه صادره از کلاله در ششدانگ یک قطعه زمین با بنای احداثی به مساحت مترمربع پلاک فرعی از اصلی مفروز و مجزی شده از پلاک فرعی از اصلی قطعه واقع در کلاله خریداری از مالک رسمی محرز گردیده است. لذا به منظور اطلاع عموم مراتب در دو نوبت به فاصله ۱۵ روز آگهی میشود در صورتی که اشخاص نسبت به صدور سند مالکیت متقاضی اعتراضی داشته باشند میتوانند از تاریخ انتشار اولین آگهی به مدت دو ماه اعتراض خود را به این اداره تسلیم و پس از اخذ رسید ظرف مدت یک ماه از تاریخ تسلیم اعتراض، دادخواست خود را به مرجع قضایی تقدیم نمایند. بدیهی است در صورت انقضای مدت مذکور و عدم وصول اعتراض طبق مقررات سند مالکیت صادر خواهد شد.: [730, 495, 962, 605]
warehouse-phone: ۰۹۱۰۳۵۹۷۰۲۵: [40, 773, 162, 794]
notice-item: [490, 894, 730, 1012]
garden-ad: [5, 1224, 238, 1407]
urgent-title: استخدام فوری نیروی خدمات آقا: [248, 1047, 479, 1065]
